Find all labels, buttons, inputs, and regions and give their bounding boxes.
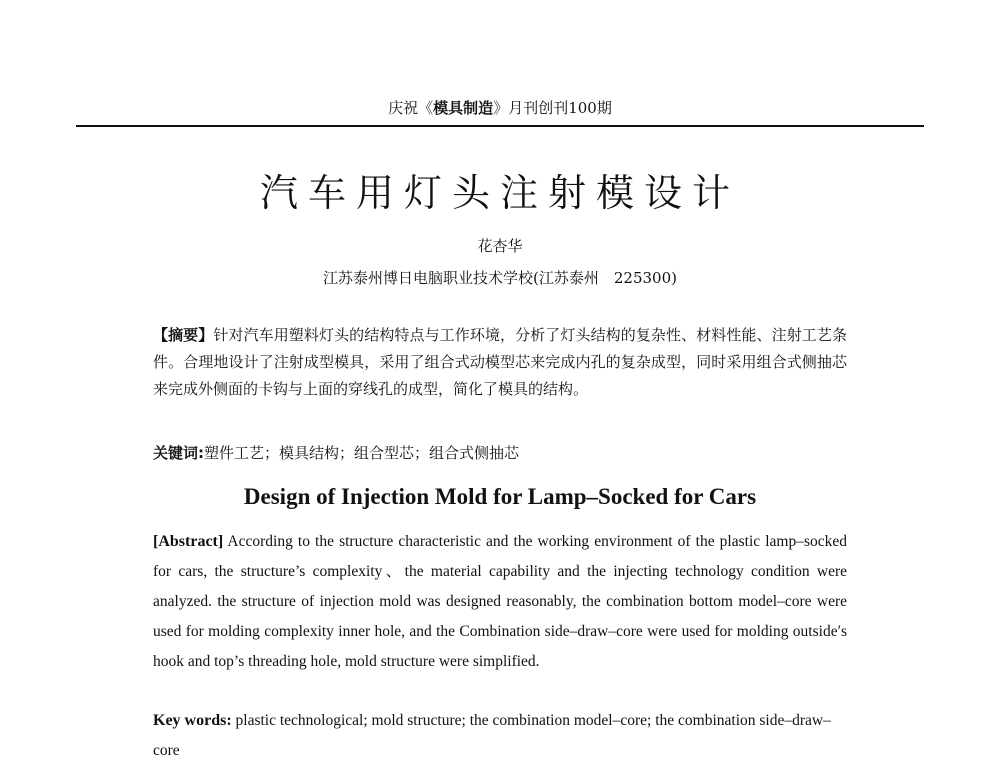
header-prefix: 庆祝《 [388,99,434,117]
english-keywords-label: Key words: [153,712,232,729]
chinese-keywords-text: 塑件工艺；模具结构；组合型芯；组合式侧抽芯 [204,444,520,462]
author-affiliation: 江苏泰州博日电脑职业技术学校(江苏泰州 225300) [323,269,677,287]
running-header [0,98,1000,118]
chinese-abstract [153,322,847,403]
header-journal-name: 模具制造 [433,99,494,117]
english-keywords-text: plastic technological; mold structure; the combination model–core; the combination side–draw–core [153,712,831,759]
chinese-keywords [153,441,847,465]
chinese-title: 汽车用灯头注射模设计 [259,171,740,215]
english-title: Design of Injection Mold for Lamp–Socked for Cars [243,484,757,509]
english-abstract-label: [Abstract] [153,533,224,550]
chinese-keywords-label: 关键词: [153,444,204,462]
english-abstract-text: According to the structure characteristic and the working environment of the plastic lamp–socked for cars, the structure’s complexity、the material capability and the injecting technology condition were analyzed. the structure of injection mold was designed reasonably, the combination bottom model–core were used for molding complexity inner hole, and the Combination side–draw–core were used for molding outside′s hook and top’s threading hole, mold structure were simplified. [153,533,847,670]
chinese-abstract-label: 【摘要】 [153,326,214,344]
english-abstract [153,527,847,677]
english-keywords [153,706,847,766]
author-name: 花杏华 [477,237,523,255]
header-divider [76,125,924,127]
header-suffix: 》月刊创刊100期 [493,99,612,117]
chinese-abstract-text: 针对汽车用塑料灯头的结构特点与工作环境，分析了灯头结构的复杂性、材料性能、注射工艺条件。合理地设计了注射成型模具，采用了组合式动模型芯来完成内孔的复杂成型，同时采用组合式侧抽芯来完成外侧面的卡钩与上面的穿线孔的成型，简化了模具的结构。 [153,326,847,398]
